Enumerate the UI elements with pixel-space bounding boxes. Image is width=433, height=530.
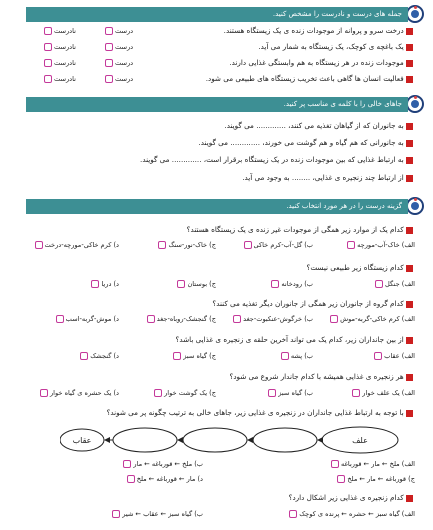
mc-question: کدام زیستگاه زیر طبیعی نیست؟ [307,264,413,273]
mc-option[interactable]: د) موش-گربه-اسب [54,315,119,324]
tf-item: یک باغچه ی کوچک، یک زیستگاه به شمار می آید. [258,43,413,52]
mc-question: هر زنجیره ی غذایی همیشه با کدام جاندار شروع می شود؟ [230,373,413,382]
section1-header: جمله های درست و نادرست را مشخص کنید. [26,7,408,22]
false-option[interactable]: نادرست [42,43,76,52]
bullet-square-icon [406,495,413,502]
mc-option[interactable]: الف) گیاه سبز ← حشره ← پرنده ی کوچک [287,510,415,519]
bullet-square-icon [406,140,413,147]
bullet-square-icon [406,76,413,83]
bullet-square-icon [406,374,413,381]
true-option[interactable]: درست [103,75,133,84]
tf-item: موجودات زنده در هر زیستگاه به هم وابستگی غذایی دارند. [229,59,413,68]
chain-node-blank [253,428,317,452]
true-option[interactable]: درست [103,59,133,68]
bullet-square-icon [406,28,413,35]
false-option[interactable]: نادرست [42,59,76,68]
mc-option[interactable]: ب) رودخانه [269,280,313,289]
section3-header: گزینه درست را در هر مورد انتخاب کنید. [26,199,408,214]
fill-item: به ارتباط غذایی که بین موجودات زنده در یک زیستگاه برقرار است، ............. می گویند. [140,156,413,165]
mc-question: با توجه به ارتباط غذایی جانداران در زنجیره ی غذایی زیر، جاهای خالی به ترتیب چگونه پر می شوند؟ [107,409,413,418]
section-number-badge [406,95,424,113]
fill-item: از ارتباط چند زنجیره ی غذایی، ........ به وجود می آید. [242,174,413,183]
tf-item: فعالیت انسان ها گاهی باعث تخریب زیستگاه های طبیعی می شود. [206,75,413,84]
chain-node-blank [113,428,177,452]
mc-option[interactable]: ب) پشه [279,352,313,361]
bullet-square-icon [406,337,413,344]
mc-option[interactable]: ج) بوستان [175,280,216,289]
mc-question: کدام یک از موارد زیر همگی از موجودات غیر زنده ی یک زیستگاه هستند؟ [187,226,413,235]
mc-option[interactable]: ب) گیاه سبز [266,389,313,398]
mc-question: کدام گروه از جانوران زیر همگی از جانوران دیگر تغذیه می کنند؟ [212,300,413,309]
mc-option[interactable]: الف) خاک-آب-مورچه [345,241,415,250]
mc-option[interactable]: ج) گیاه سبز [171,352,216,361]
food-chain-diagram [60,424,410,456]
mc-option[interactable]: د) مار ← قورباغه ← ملخ [125,475,203,484]
mc-option[interactable]: د) گنجشک [78,352,119,361]
mc-option[interactable]: ب) گیاه سبز ← عقاب ← شیر [110,510,203,519]
bullet-square-icon [406,123,413,130]
mc-option[interactable]: الف) یک علف خوار [350,389,415,398]
true-option[interactable]: درست [103,43,133,52]
mc-option[interactable]: ب) ملخ ← قورباغه ← مار [121,460,203,469]
mc-option[interactable]: ج) یک گوشت خوار [152,389,216,398]
section-number-badge [406,197,424,215]
mc-question: از بین جانداران زیر، کدام یک می تواند آخرین حلقه ی زنجیره ی غذایی باشد؟ [176,336,413,345]
mc-option[interactable]: الف) کرم خاکی-گربه-موش [328,315,415,324]
section2-header: جاهای خالی را با کلمه ی مناسب پر کنید. [26,97,408,112]
mc-option[interactable]: ب) گل-آب-کرم خاکی [242,241,313,250]
mc-option[interactable]: د) کرم خاکی-مورچه-درخت [33,241,119,250]
fill-item: به جانوران که از گیاهان تغذیه می کنند، ............. می گویند. [224,122,413,131]
fill-item: به جانورانی که هم گیاه و هم گوشت می خورند، ............. می گویند. [199,139,414,148]
chain-start-label: علف [352,436,368,445]
section-number-badge [406,5,424,23]
bullet-square-icon [406,44,413,51]
bullet-square-icon [406,410,413,417]
chain-end-label: عقاب [72,436,92,445]
mc-option[interactable]: ج) گنجشک-روباه-جغد [145,315,216,324]
mc-option[interactable]: د) دریا [89,280,119,289]
bullet-square-icon [406,265,413,272]
mc-option[interactable]: ب) خرگوش-عنکبوت-جغد [231,315,313,324]
false-option[interactable]: نادرست [42,27,76,36]
mc-option[interactable]: الف) عقاب [372,352,415,361]
false-option[interactable]: نادرست [42,75,76,84]
mc-option[interactable]: الف) جنگل [373,280,415,289]
true-option[interactable]: درست [103,27,133,36]
mc-option[interactable]: ج) خاک-نور-سنگ [156,241,216,250]
mc-option[interactable]: الف) ملخ ← مار ← قورباغه [329,460,415,469]
mc-option[interactable]: د) یک حشره ی گیاه خوار [38,389,119,398]
bullet-square-icon [406,227,413,234]
mc-question: کدام زنجیره ی غذایی زیر اشکال دارد؟ [289,494,413,503]
bullet-square-icon [406,157,413,164]
bullet-square-icon [406,301,413,308]
mc-option[interactable]: ج) قورباغه ← مار ← ملخ [335,475,415,484]
tf-item: درخت سرو و پروانه از موجودات زنده ی یک زیستگاه هستند. [224,27,413,36]
chain-node-blank [183,428,247,452]
bullet-square-icon [406,175,413,182]
bullet-square-icon [406,60,413,67]
